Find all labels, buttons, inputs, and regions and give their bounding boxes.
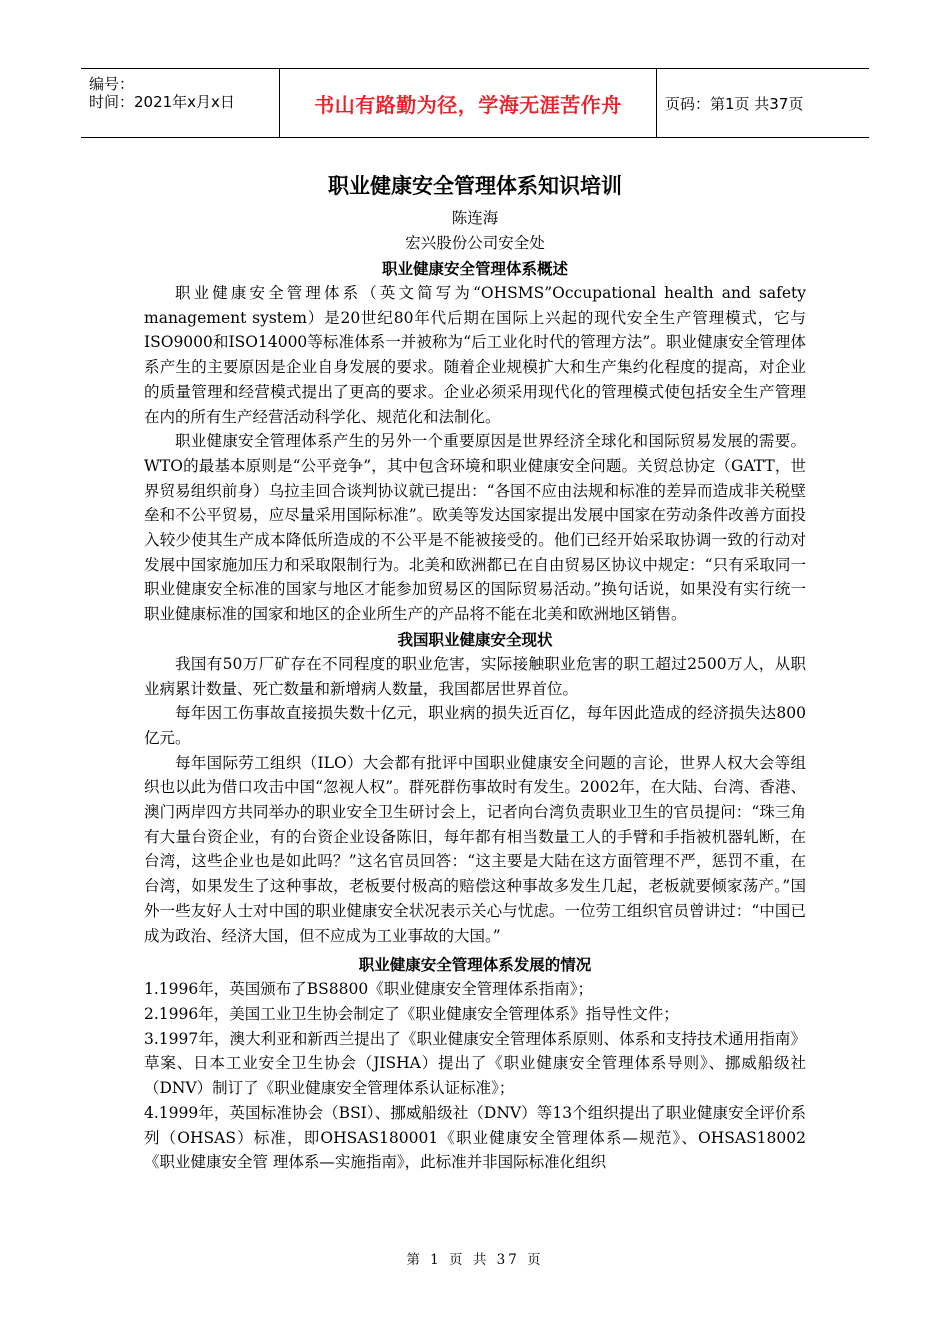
list-item: 3.1997年，澳大利亚和新西兰提出了《职业健康安全管理体系原则、体系和支持技术通用指南》草案、日本工业安全卫生协会（JISHA）提出了《职业健康安全管理体系导则》、挪威船级社（DNV）制订了《职业健康安全管理体系认证标准》； [144, 1029, 806, 1098]
list-item: 4.1999年，英国标准协会（BSI）、挪威船级社（DNV）等13个组织提出了职业健康安全评价系列（OHSAS）标准，即OHSAS180001《职业健康安全管理体系—规范》、OHSAS18002《职业健康安全管 理体系—实施指南》，此标准并非国际标准化组织 [144, 1103, 806, 1172]
paragraph: 每年国际劳工组织（ILO）大会都有批评中国职业健康安全问题的言论，世界人权大会等组织也以此为借口攻击中国“忽视人权”。群死群伤事故时有发生。2002年，在大陆、台湾、香港、澳门两岸四方共同举办的职业安全卫生研讨会上，记者向台湾负责职业卫生的官员提问：“珠三角有大量台资企业，有的台资企业设备陈旧，每年都有相当数量工人的手臂和手指被机器轧断，在台湾，这些企业也是如此吗？”这名官员回答：“这主要是大陆在这方面管理不严，惩罚不重，在台湾，如果发生了这种事故，老板要付极高的赔偿这种事故多发生几起，老板就要倾家荡产。”国外一些友好人士对中国的职业健康安全状况表示关心与忧虑。一位劳工组织官员曾讲过：“中国已成为政治、经济大国，但不应成为工业事故的大国。” [144, 753, 806, 945]
list-item: 2.1996年，美国工业卫生协会制定了《职业健康安全管理体系》指导性文件； [144, 1004, 679, 1023]
paragraph: 每年因工伤事故直接损失数十亿元，职业病的损失近百亿，每年因此造成的经济损失达800亿元。 [144, 704, 806, 747]
header-motto-cell [280, 69, 657, 137]
document-number-label: 编号： [89, 75, 135, 93]
header-info-cell [81, 69, 280, 137]
paragraph: 职业健康安全管理体系产生的另外一个重要原因是世界经济全球化和国际贸易发展的需要。WTO的最基本原则是“公平竞争”，其中包含环境和职业健康安全问题。关贸总协定（GATT，世界贸易组织前身）乌拉圭回合谈判协议就已提出：“各国不应由法规和标准的差异而造成非关税壁垒和不公平贸易，应尽量采用国际标准”。欧美等发达国家提出发展中国家在劳动条件改善方面投入较少使其生产成本降低所造成的不公平是不能被接受的。他们已经开始采取协调一致的行动对发展中国家施加压力和采取限制行为。北美和欧洲都已在自由贸易区协议中规定：“只有采取同一职业健康安全标准的国家与地区才能参加贸易区的国际贸易活动。”换句话说，如果没有实行统一职业健康标准的国家和地区的企业所生产的产品将不能在北美和欧洲地区销售。 [144, 432, 806, 624]
paragraph: 职业健康安全管理体系（英文简写为“OHSMS”Occupational health and safety management system）是20世纪80年代后期在国际上兴起的现代安全生产管理模式，它与ISO9000和ISO14000等标准体系一并被称为“后工业化时代的管理方法”。职业健康安全管理体系产生的主要原因是企业自身发展的要求。随着企业规模扩大和生产集约化程度的提高，对企业的质量管理和经营模式提出了更高的要求。企业必须采用现代化的管理模式使包括安全生产管理在内的所有生产经营活动科学化、规范化和法制化。 [144, 284, 806, 426]
section-heading-development: 职业健康安全管理体系发展的情况 [358, 955, 592, 975]
author-organization: 宏兴股份公司安全处 [405, 234, 545, 252]
author-name: 陈连海 [451, 209, 499, 227]
motto-text: 书山有路勤为径，学海无涯苦作舟 [314, 92, 622, 117]
section-heading-overview: 职业健康安全管理体系概述 [381, 259, 568, 278]
list-item: 1.1996年，英国颁布了BS8800《职业健康安全管理体系指南》； [144, 980, 593, 999]
header-page-info: 页码：第1页 共37页 [665, 94, 804, 113]
document-body [144, 170, 806, 1175]
page-footer: 第 1 页 共 37 页 [406, 1252, 544, 1268]
document-title: 职业健康安全管理体系知识培训 [328, 174, 622, 198]
header-table [81, 68, 869, 138]
paragraph: 我国有50万厂矿存在不同程度的职业危害，实际接触职业危害的职工超过2500万人，从职业病累计数量、死亡数量和新增病人数量，我国都居世界首位。 [144, 654, 806, 698]
document-time-label: 时间：2021年x月x日 [89, 93, 235, 111]
section-heading-china-status: 我国职业健康安全现状 [397, 629, 553, 649]
